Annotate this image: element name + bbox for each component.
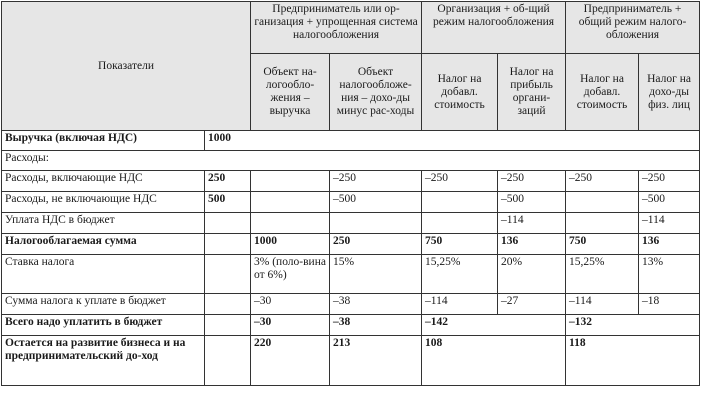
cell: 220 — [251, 336, 330, 386]
row-label-expenses: Расходы: — [2, 151, 700, 171]
cell — [205, 315, 251, 336]
cell: –250 — [422, 171, 498, 192]
cell: 750 — [422, 234, 498, 255]
header-sub-vat-ent: Налог на добавл. стоимость — [566, 54, 639, 131]
header-indicators: Показатели — [2, 2, 251, 131]
row-label-exp-vat: Расходы, включающие НДС — [2, 171, 205, 192]
header-sub-vat-org: Налог на добавл. стоимость — [422, 54, 498, 131]
row-label-exp-novat: Расходы, не включающие НДС — [2, 192, 205, 213]
cell: –500 — [498, 192, 566, 213]
header-sub-revenue: Объект на-логообло-жения – выручка — [251, 54, 330, 131]
cell — [205, 336, 251, 386]
tax-comparison-table-container — [1, 1, 700, 386]
cell: –38 — [330, 294, 422, 315]
row-label-revenue: Выручка (включая НДС) — [2, 131, 205, 151]
cell: –27 — [498, 294, 566, 315]
cell: –500 — [639, 192, 700, 213]
cell — [205, 294, 251, 315]
cell: –114 — [566, 294, 639, 315]
cell — [422, 213, 498, 234]
table-row — [2, 255, 700, 294]
cell: 3% (поло-вина от 6%) — [251, 255, 330, 294]
cell: 15,25% — [566, 255, 639, 294]
cell — [422, 192, 498, 213]
table-row — [2, 171, 700, 192]
cell: –18 — [639, 294, 700, 315]
cell: 750 — [566, 234, 639, 255]
cell: 118 — [566, 336, 700, 386]
header-sub-personal-income-tax: Налог на дохо-ды физ. лиц — [639, 54, 700, 131]
cell: 250 — [330, 234, 422, 255]
cell: –132 — [566, 315, 700, 336]
table-row — [2, 294, 700, 315]
table-row — [2, 234, 700, 255]
row-label-remaining: Остается на развитие бизнеса и на предпринимательский до-ход — [2, 336, 205, 386]
row-label-vat-paid: Уплата НДС в бюджет — [2, 213, 205, 234]
cell: 13% — [639, 255, 700, 294]
cell: 136 — [639, 234, 700, 255]
cell: –114 — [422, 294, 498, 315]
header-group-simplified: Предприниматель или ор-ганизация + упрощенная система налогообложения — [251, 2, 422, 54]
row-label-tax-rate: Ставка налога — [2, 255, 205, 294]
cell — [566, 213, 639, 234]
cell — [251, 171, 330, 192]
cell: –250 — [639, 171, 700, 192]
cell — [205, 213, 251, 234]
cell: –114 — [639, 213, 700, 234]
cell: –250 — [498, 171, 566, 192]
cell: 1000 — [251, 234, 330, 255]
cell: –250 — [566, 171, 639, 192]
table-row — [2, 315, 700, 336]
table-row — [2, 336, 700, 386]
cell: –250 — [330, 171, 422, 192]
cell: 20% — [498, 255, 566, 294]
cell — [205, 234, 251, 255]
cell: 15% — [330, 255, 422, 294]
cell: 15,25% — [422, 255, 498, 294]
header-sub-income-minus-expenses: Объект налогообложе-ния – дохо-ды минус рас-ходы — [330, 54, 422, 131]
cell — [330, 213, 422, 234]
cell: –500 — [330, 192, 422, 213]
cell: –30 — [251, 315, 330, 336]
header-sub-profit-tax: Налог на прибыль органи-заций — [498, 54, 566, 131]
cell: –114 — [498, 213, 566, 234]
cell: 136 — [498, 234, 566, 255]
cell: 213 — [330, 336, 422, 386]
cell — [251, 213, 330, 234]
table-row — [2, 151, 700, 171]
row-label-tax-to-pay: Сумма налога к уплате в бюджет — [2, 294, 205, 315]
cell: 250 — [205, 171, 251, 192]
row-label-total: Всего надо уплатить в бюджет — [2, 315, 205, 336]
cell — [566, 192, 639, 213]
cell — [251, 192, 330, 213]
cell: –38 — [330, 315, 422, 336]
table-row — [2, 213, 700, 234]
header-group-organization: Организация + об-щий режим налогообложения — [422, 2, 566, 54]
table-row — [2, 131, 700, 151]
cell: –142 — [422, 315, 566, 336]
table-row — [2, 192, 700, 213]
header-group-entrepreneur: Предприниматель + общий режим налого-обложения — [566, 2, 700, 54]
cell-revenue-value: 1000 — [205, 131, 700, 151]
cell: 108 — [422, 336, 566, 386]
cell: 500 — [205, 192, 251, 213]
row-label-taxable: Налогооблагаемая сумма — [2, 234, 205, 255]
tax-comparison-table — [1, 1, 700, 386]
cell — [205, 255, 251, 294]
cell: –30 — [251, 294, 330, 315]
